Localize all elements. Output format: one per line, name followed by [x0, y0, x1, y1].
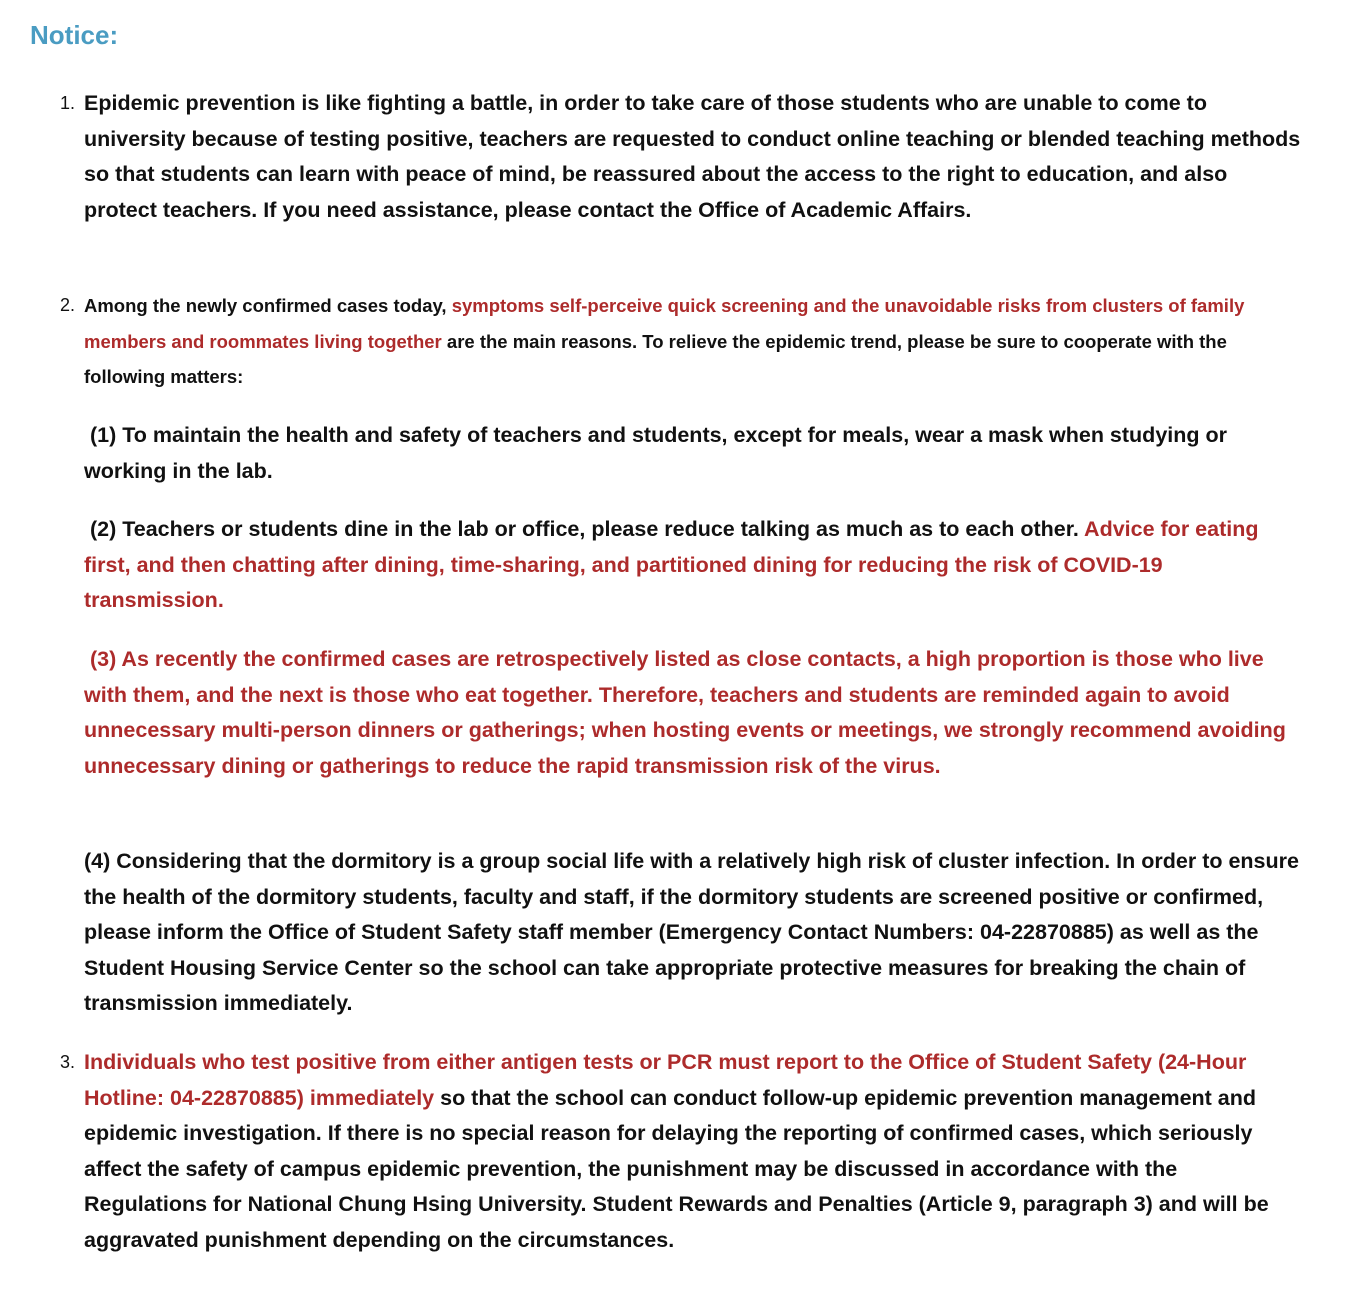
subitem-3-highlight: (3) As recently the confirmed cases are retrospectively listed as close contacts, a high proportion is those who live with them, and the next is those who eat together. Therefore, teachers and students are reminded again to avoid unnecessary multi-person dinners or gatherings; when hosting events or meetings, we strongly recommend avoiding unnecessary dining or gatherings to reduce the rapid transmission risk of the virus. [84, 647, 1286, 778]
notice-item-2 [60, 288, 1304, 395]
subitem-1 [84, 417, 1304, 489]
notice-title: Notice: [30, 20, 119, 50]
item-2-highlight: symptoms self-perceive quick screening and the unavoidable risks from clusters of family members and roommates living together [84, 295, 1245, 352]
subitem-2-highlight: Advice for eating first, and then chatting after dining, time-sharing, and partitioned dining for reducing the risk of COVID-19 transmission. [84, 517, 1259, 612]
item-2-text-after: are the main reasons. To relieve the epidemic trend, please be sure to cooperate with the following matters: [84, 330, 1227, 387]
subitem-4-text: (4) Considering that the dormitory is a group social life with a relatively high risk of cluster infection. In order to ensure the health of the dormitory students, faculty and staff, if the dormitory students are screened positive or confirmed, please inform the Office of Student Safety staff member (Emergency Contact Numbers: 04-22870885) as well as the Student Housing Service Center so the school can take appropriate protective measures for breaking the chain of transmission immediately. [84, 849, 1299, 1015]
item-3-number: 3. [60, 1052, 76, 1072]
subitem-2-text: (2) Teachers or students dine in the lab or office, please reduce talking as much as to each other. [89, 517, 1085, 541]
subitem-1-text: (1) To maintain the health and safety of teachers and students, except for meals, wear a mask when studying or working in the lab. [84, 423, 1227, 483]
notice-item-1 [60, 86, 1304, 228]
item-3-highlight: Individuals who test positive from either antigen tests or PCR must report to the Office of Student Safety (24-Hour Hotline: 04-22870885) immediately [84, 1050, 1247, 1110]
item-2-number: 2. [60, 295, 76, 315]
item-2-text-before: Among the newly confirmed cases today, [84, 295, 452, 316]
item-1-text: Epidemic prevention is like fighting a battle, in order to take care of those students who are unable to come to university because of testing positive, teachers are requested to conduct online teaching or blended teaching methods so that students can learn with peace of mind, be reassured about the access to the right to education, and also protect teachers. If you need assistance, please contact the Office of Academic Affairs. [84, 91, 1301, 222]
item-1-number: 1. [60, 93, 76, 113]
subitem-4 [84, 844, 1304, 1022]
item-3-text-after: so that the school can conduct follow-up epidemic prevention management and epidemic investigation. If there is no special reason for delaying the reporting of confirmed cases, which seriously affect the safety of campus epidemic prevention, the punishment may be discussed in accordance with the Regulations for National Chung Hsing University. Student Rewards and Penalties (Article 9, paragraph 3) and will be aggravated punishment depending on the circumstances. [84, 1085, 1269, 1252]
subitem-2 [84, 512, 1304, 619]
subitem-3 [84, 642, 1304, 784]
notice-item-3 [60, 1045, 1304, 1258]
